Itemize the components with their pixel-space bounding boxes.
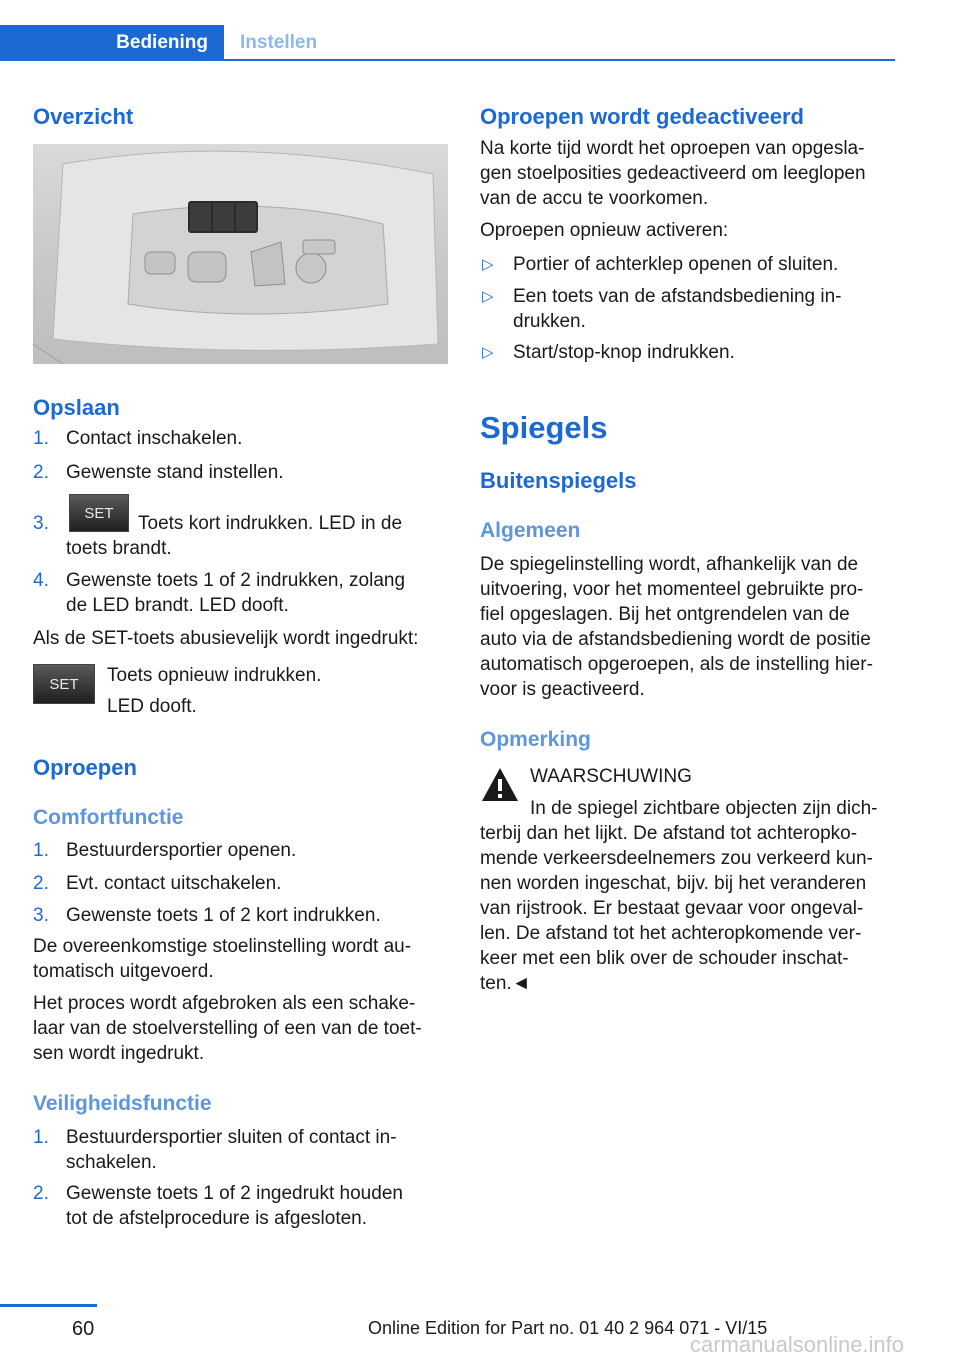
warning-text: mende verkeersdeelnemers zou verkeerd kun- — [480, 848, 873, 869]
step-number: 3. — [33, 513, 49, 534]
set-button-icon: SET — [33, 664, 95, 704]
header-tabs — [0, 25, 895, 61]
heading-oproepen-gedeactiveerd: Oproepen wordt gedeactiveerd — [480, 104, 804, 129]
step-number: 2. — [33, 873, 49, 894]
paragraph: gen stoelposities gedeactiveerd om leeglopen — [480, 163, 866, 184]
warning-text: ten.◄ — [480, 973, 531, 994]
paragraph: De overeenkomstige stoelinstelling wordt au- — [33, 936, 412, 957]
step-text: toets brandt. — [66, 538, 172, 559]
step-text: Bestuurdersportier openen. — [66, 840, 297, 861]
tab-bediening[interactable]: Bediening — [0, 25, 224, 61]
heading-opslaan: Opslaan — [33, 395, 120, 420]
seat-controls-image — [33, 144, 448, 364]
footer-divider — [0, 1304, 97, 1307]
heading-spiegels: Spiegels — [480, 410, 608, 445]
paragraph: tomatisch uitgevoerd. — [33, 961, 214, 982]
paragraph: Toets opnieuw indrukken. — [107, 665, 322, 686]
heading-comfortfunctie: Comfortfunctie — [33, 806, 184, 829]
header-divider — [224, 59, 895, 61]
step-number: 1. — [33, 840, 49, 861]
set-button-icon: SET — [69, 494, 129, 532]
paragraph: Het proces wordt afgebroken als een schake- — [33, 993, 416, 1014]
bullet-arrow-icon: ▷ — [482, 256, 494, 273]
step-number: 1. — [33, 1127, 49, 1148]
page-number: 60 — [72, 1318, 95, 1340]
warning-text: In de spiegel zichtbare objecten zijn dich- — [530, 798, 878, 819]
paragraph: voor is geactiveerd. — [480, 679, 645, 700]
heading-veiligheidsfunctie: Veiligheidsfunctie — [33, 1092, 212, 1115]
paragraph: sen wordt ingedrukt. — [33, 1043, 205, 1064]
step-text: schakelen. — [66, 1152, 157, 1173]
step-text: de LED brandt. LED dooft. — [66, 595, 289, 616]
paragraph: fiel opgeslagen. Bij het ontgrendelen van de — [480, 604, 850, 625]
paragraph: LED dooft. — [107, 696, 197, 717]
bullet-text: Portier of achterklep openen of sluiten. — [513, 254, 839, 275]
bullet-text: Start/stop-knop indrukken. — [513, 342, 735, 363]
step-text: Evt. contact uitschakelen. — [66, 873, 282, 894]
heading-oproepen: Oproepen — [33, 755, 137, 780]
step-text: Gewenste toets 1 of 2 indrukken, zolang — [66, 570, 406, 591]
step-number: 2. — [33, 462, 49, 483]
edition-text: Online Edition for Part no. 01 40 2 964 071 - VI/15 — [368, 1318, 768, 1338]
warning-title: WAARSCHUWING — [530, 766, 692, 787]
heading-buitenspiegels: Buitenspiegels — [480, 468, 637, 493]
bullet-arrow-icon: ▷ — [482, 288, 494, 305]
paragraph: van de accu te voorkomen. — [480, 188, 709, 209]
paragraph: Als de SET-toets abusievelijk wordt ingedrukt: — [33, 628, 419, 649]
heading-overzicht: Overzicht — [33, 104, 134, 129]
warning-text: van rijstrook. Er bestaat gevaar voor ongeval- — [480, 898, 864, 919]
step-text: Bestuurdersportier sluiten of contact in- — [66, 1127, 397, 1148]
seat-panel-illustration — [33, 144, 448, 364]
bullet-text: drukken. — [513, 311, 586, 332]
warning-text: len. De afstand tot het achteropkomende ver- — [480, 923, 862, 944]
paragraph: laar van de stoelverstelling of een van de toet- — [33, 1018, 422, 1039]
warning-icon — [480, 765, 520, 805]
paragraph: Oproepen opnieuw activeren: — [480, 220, 729, 241]
step-number: 2. — [33, 1183, 49, 1204]
bullet-text: Een toets van de afstandsbediening in- — [513, 286, 842, 307]
watermark: carmanualsonline.info — [690, 1332, 905, 1357]
paragraph: auto via de afstandsbediening wordt de positie — [480, 629, 871, 650]
step-text: Gewenste toets 1 of 2 kort indrukken. — [66, 905, 381, 926]
heading-opmerking: Opmerking — [480, 728, 591, 751]
bullet-arrow-icon: ▷ — [482, 344, 494, 361]
step-text: Gewenste stand instellen. — [66, 462, 284, 483]
warning-text: terbij dan het lijkt. De afstand tot achteropko- — [480, 823, 858, 844]
paragraph: Na korte tijd wordt het oproepen van opgesla- — [480, 138, 865, 159]
step-number: 4. — [33, 570, 49, 591]
step-text: Gewenste toets 1 of 2 ingedrukt houden — [66, 1183, 403, 1204]
step-number: 1. — [33, 428, 49, 449]
warning-text: keer met een blik over de schouder inschat- — [480, 948, 849, 969]
step-text: tot de afstelprocedure is afgesloten. — [66, 1208, 368, 1229]
tab-instellen[interactable]: Instellen — [240, 32, 318, 53]
step-text: Contact inschakelen. — [66, 428, 243, 449]
step-number: 3. — [33, 905, 49, 926]
warning-text: nen worden ingeschat, bijv. bij het veranderen — [480, 873, 867, 894]
paragraph: De spiegelinstelling wordt, afhankelijk van de — [480, 554, 859, 575]
paragraph: automatisch opgeroepen, als de instelling hier- — [480, 654, 873, 675]
heading-algemeen: Algemeen — [480, 519, 581, 542]
step-text: Toets kort indrukken. LED in de — [138, 513, 403, 534]
paragraph: uitvoering, voor het momenteel gebruikte pro- — [480, 579, 864, 600]
